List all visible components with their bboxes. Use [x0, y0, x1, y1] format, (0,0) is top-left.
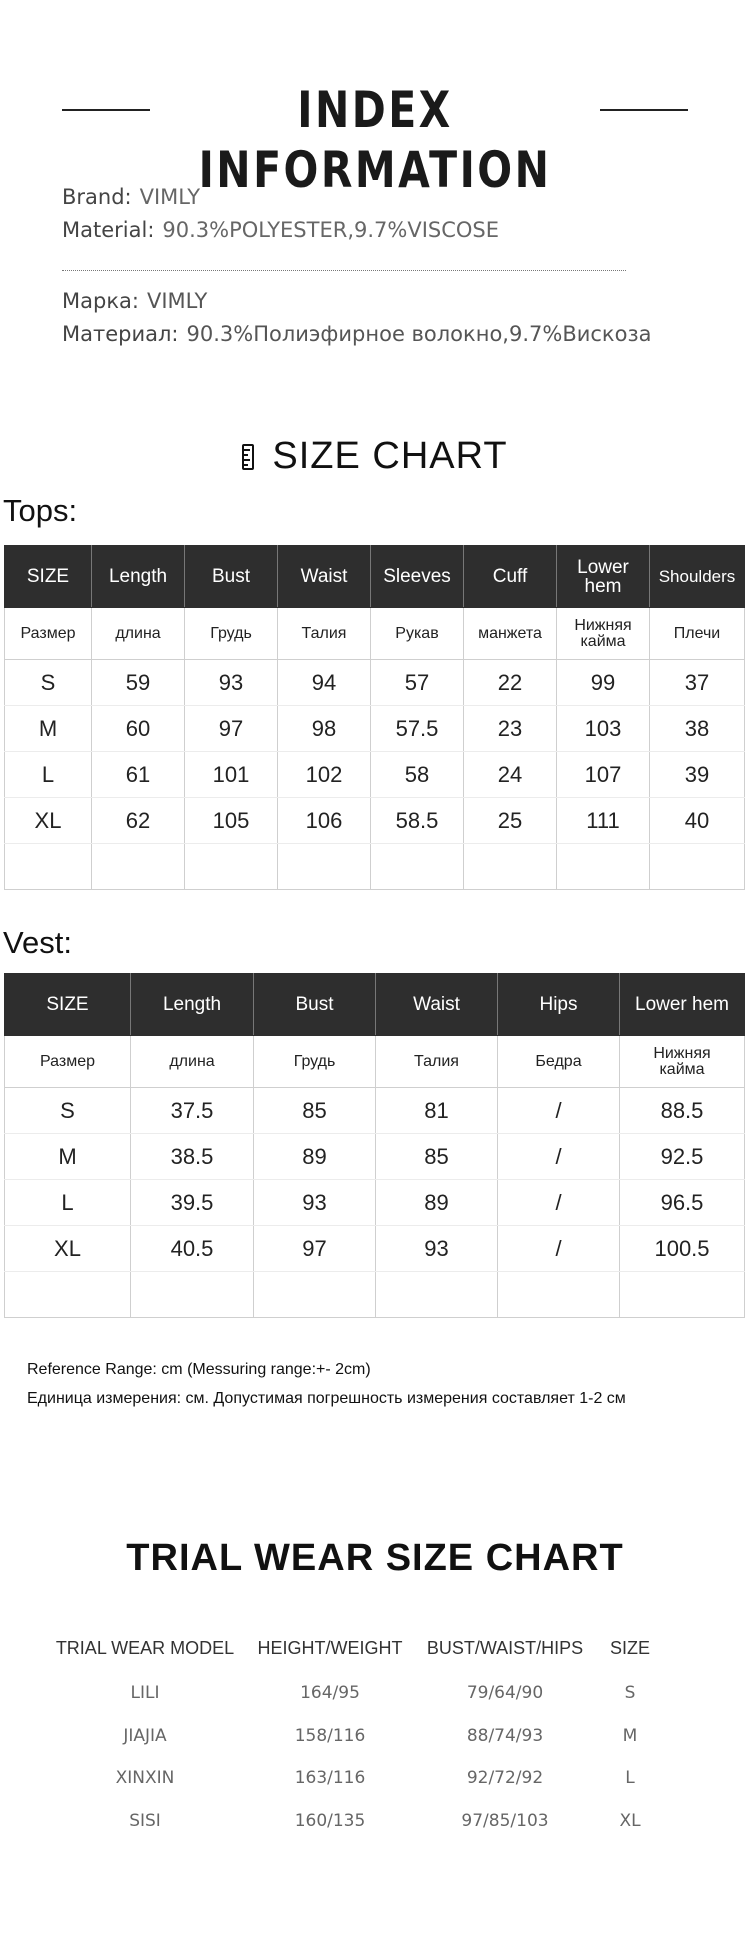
value-cell: 158/116 — [294, 1726, 366, 1746]
value-cell: 92/72/92 — [466, 1768, 544, 1788]
value-cell: 79/64/90 — [466, 1683, 544, 1703]
value-cell: 59 — [92, 660, 185, 706]
table-row — [5, 706, 745, 752]
tops-header-cell: Shoulders — [650, 546, 745, 608]
vest-header-cell: Lower hem — [620, 974, 745, 1036]
vest-size-table — [4, 973, 745, 1318]
vest-header-ru-cell: Бедра — [498, 1036, 620, 1088]
size-cell: S — [5, 1088, 131, 1134]
reference-range-note: Reference Range: cm (Messuring range:+- 2cm) — [27, 1361, 371, 1378]
tops-header-ru-cell: манжета — [464, 608, 557, 660]
trial-header-cell: TRIAL WEAR MODEL — [55, 1638, 235, 1658]
value-cell: 61 — [92, 752, 185, 798]
value-cell: 97 — [185, 706, 278, 752]
value-cell: 105 — [185, 798, 278, 844]
vest-header-cell: Hips — [498, 974, 620, 1036]
value-cell: / — [498, 1134, 620, 1180]
title-rule-left — [62, 109, 150, 111]
value-cell: 97/85/103 — [461, 1811, 549, 1831]
brand-label: Brand: — [62, 185, 132, 209]
value-cell: 101 — [185, 752, 278, 798]
size-cell: L — [5, 752, 92, 798]
value-cell: 89 — [376, 1180, 498, 1226]
value-cell: 88/74/93 — [466, 1726, 544, 1746]
model-cell: LILI — [130, 1683, 160, 1703]
info-divider — [62, 270, 626, 271]
vest-header-cell: SIZE — [5, 974, 131, 1036]
tops-header-ru-cell: Грудь — [185, 608, 278, 660]
size-cell: XL — [5, 1226, 131, 1272]
material-value-ru: 90.3%Полиэфирное волокно,9.7%Вискоза — [186, 322, 652, 346]
value-cell: 57.5 — [371, 706, 464, 752]
model-cell: XINXIN — [115, 1768, 175, 1788]
value-cell: 22 — [464, 660, 557, 706]
tops-header-ru-cell: Талия — [278, 608, 371, 660]
value-cell: 111 — [557, 798, 650, 844]
table-row — [5, 1226, 745, 1272]
value-cell: 39 — [650, 752, 745, 798]
tops-header-cell: Waist — [278, 546, 371, 608]
table-row — [0, 1681, 750, 1705]
value-cell: 103 — [557, 706, 650, 752]
tops-header-ru-cell: Плечи — [650, 608, 745, 660]
size-cell: S — [5, 660, 92, 706]
value-cell: 58.5 — [371, 798, 464, 844]
empty-row — [5, 844, 745, 890]
brand-value: VIMLY — [139, 185, 201, 209]
value-cell: 107 — [557, 752, 650, 798]
tops-header-cell: SIZE — [5, 546, 92, 608]
material-label-ru: Материал: — [62, 322, 179, 346]
material-value: 90.3%POLYESTER,9.7%VISCOSE — [162, 218, 500, 242]
tops-header-ru-cell: Рукав — [371, 608, 464, 660]
tops-header-ru-cell: Размер — [5, 608, 92, 660]
table-row — [5, 798, 745, 844]
value-cell: 85 — [376, 1134, 498, 1180]
ruler-icon — [242, 444, 254, 470]
value-cell: 23 — [464, 706, 557, 752]
vest-header-cell: Bust — [254, 974, 376, 1036]
brand-line-ru — [62, 289, 207, 313]
size-cell: XL — [619, 1811, 641, 1831]
vest-header-ru-cell: Размер — [5, 1036, 131, 1088]
size-chart-title: SIZE CHART — [272, 435, 508, 477]
title-rule-right — [600, 109, 688, 111]
size-cell: L — [5, 1180, 131, 1226]
table-row — [0, 1766, 750, 1790]
tops-header-cell: Sleeves — [371, 546, 464, 608]
value-cell: 58 — [371, 752, 464, 798]
tops-size-table — [4, 545, 745, 890]
table-row — [5, 1088, 745, 1134]
model-cell: JIAJIA — [123, 1726, 167, 1746]
brand-value-ru: VIMLY — [146, 289, 208, 313]
value-cell: 164/95 — [300, 1683, 360, 1703]
brand-label-ru: Марка: — [62, 289, 139, 313]
value-cell: 24 — [464, 752, 557, 798]
value-cell: 99 — [557, 660, 650, 706]
trial-header-row — [0, 1636, 750, 1660]
vest-label: Vest: — [3, 925, 72, 960]
vest-header-ru-cell: длина — [131, 1036, 254, 1088]
value-cell: 57 — [371, 660, 464, 706]
size-cell: XL — [5, 798, 92, 844]
value-cell: 81 — [376, 1088, 498, 1134]
value-cell: / — [498, 1226, 620, 1272]
vest-header-ru-cell: Талия — [376, 1036, 498, 1088]
value-cell: 92.5 — [620, 1134, 745, 1180]
value-cell: 85 — [254, 1088, 376, 1134]
brand-line — [62, 185, 200, 209]
vest-header-cell: Waist — [376, 974, 498, 1036]
tops-header-ru-cell: Нижняя кайма — [557, 608, 650, 660]
value-cell: 93 — [254, 1180, 376, 1226]
value-cell: 102 — [278, 752, 371, 798]
value-cell: 97 — [254, 1226, 376, 1272]
table-row — [5, 752, 745, 798]
value-cell: 39.5 — [131, 1180, 254, 1226]
value-cell: 160/135 — [294, 1811, 366, 1831]
index-information-title: INDEX INFORMATION — [198, 81, 552, 199]
value-cell: 37.5 — [131, 1088, 254, 1134]
vest-header-ru-cell: Грудь — [254, 1036, 376, 1088]
value-cell: 100.5 — [620, 1226, 745, 1272]
table-row — [5, 1180, 745, 1226]
size-cell: M — [622, 1726, 638, 1746]
table-row — [0, 1809, 750, 1833]
value-cell: 94 — [278, 660, 371, 706]
tops-label: Tops: — [3, 493, 78, 528]
tops-header-cell: Cuff — [464, 546, 557, 608]
tops-header-cell: Length — [92, 546, 185, 608]
size-cell: M — [5, 1134, 131, 1180]
size-cell: S — [624, 1683, 636, 1703]
tops-header-ru-cell: длина — [92, 608, 185, 660]
model-cell: SISI — [129, 1811, 161, 1831]
table-row — [5, 1134, 745, 1180]
material-line-ru — [62, 322, 652, 346]
value-cell: 62 — [92, 798, 185, 844]
size-chart-heading — [0, 435, 750, 478]
trial-wear-title: TRIAL WEAR SIZE CHART — [126, 1537, 624, 1579]
material-label: Material: — [62, 218, 155, 242]
value-cell: 40 — [650, 798, 745, 844]
value-cell: 25 — [464, 798, 557, 844]
value-cell: / — [498, 1088, 620, 1134]
value-cell: 163/116 — [294, 1768, 366, 1788]
value-cell: 96.5 — [620, 1180, 745, 1226]
value-cell: 88.5 — [620, 1088, 745, 1134]
value-cell: 106 — [278, 798, 371, 844]
value-cell: 38 — [650, 706, 745, 752]
table-row — [0, 1724, 750, 1748]
value-cell: 60 — [92, 706, 185, 752]
tops-header-cell: Bust — [185, 546, 278, 608]
value-cell: 40.5 — [131, 1226, 254, 1272]
tops-header-cell: Lower hem — [557, 546, 650, 608]
size-cell: M — [5, 706, 92, 752]
reference-range-note-ru: Единица измерения: см. Допустимая погрешность измерения составляет 1-2 см — [27, 1390, 626, 1407]
value-cell: 98 — [278, 706, 371, 752]
value-cell: 93 — [376, 1226, 498, 1272]
empty-row — [5, 1272, 745, 1318]
value-cell: 37 — [650, 660, 745, 706]
trial-header-cell: BUST/WAIST/HIPS — [426, 1638, 584, 1658]
trial-header-cell: HEIGHT/WEIGHT — [257, 1638, 403, 1658]
size-cell: L — [625, 1768, 635, 1788]
value-cell: 93 — [185, 660, 278, 706]
value-cell: 38.5 — [131, 1134, 254, 1180]
vest-header-cell: Length — [131, 974, 254, 1036]
value-cell: / — [498, 1180, 620, 1226]
table-row — [5, 660, 745, 706]
trial-header-cell: SIZE — [609, 1638, 650, 1658]
material-line — [62, 218, 499, 242]
vest-header-ru-cell: Нижняя кайма — [620, 1036, 745, 1088]
value-cell: 89 — [254, 1134, 376, 1180]
